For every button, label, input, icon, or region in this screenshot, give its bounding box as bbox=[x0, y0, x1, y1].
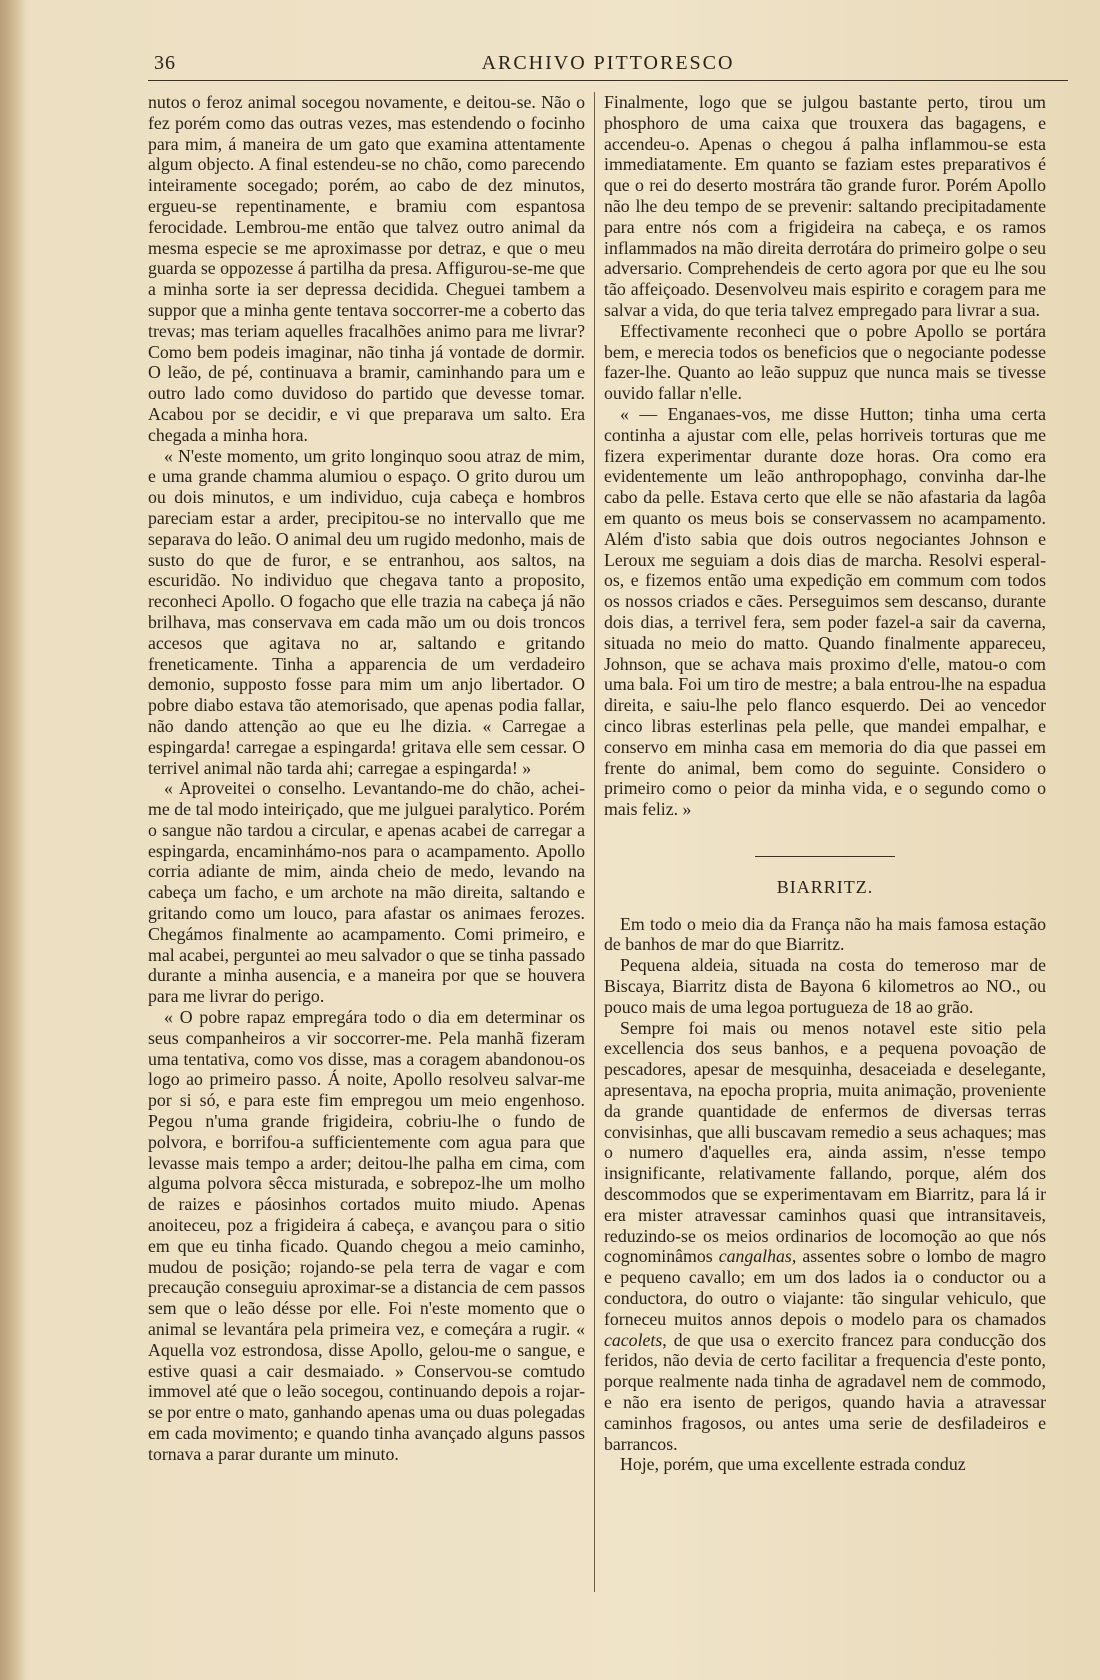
header-rule bbox=[148, 80, 1068, 81]
paragraph: « Aproveitei o conselho. Levantando-me do chão, achei-me de tal modo inteiriçado, que me julguei paralytico. Porém o sangue não tardou a circular, e apenas acabei de carregar a espingarda, encaminhámo-nos para o acampamento. Apollo corria adiante de mim, ainda cheio de medo, levando na cabeça um facho, e um archote na mão direita, saltando e gritando como um louco, para afastar os animaes ferozes. Chegámos finalmente ao acampamento. Comi primeiro, e mal acabei, perguntei ao meu salvador o que se tinha passado durante a minha ausencia, e a maneira por que se houvera para me livrar do perigo. bbox=[148, 778, 585, 1007]
column-divider bbox=[594, 92, 595, 1592]
paragraph: « — Enganaes-vos, me disse Hutton; tinha uma certa continha a ajustar com elle, pelas horriveis torturas que me fizera experimentar durante doze horas. Ora como era evidentemente um leão anthropophago, convinha dar-lhe cabo da pelle. Estava certo que elle se não afastaria da lagôa em quanto os meus bois se conservassem no acampamento. Além d'isto sabia que dois outros negociantes Johnson e Leroux me seguiam a dois dias de marcha. Resolvi esperal-os, e fizemos então uma expedição em commum com todos os nossos criados e cães. Perseguimos sem descanso, durante dois dias, a terrivel fera, sem poder fazel-a sair da caverna, situada no meio do matto. Quando finalmente appareceu, Johnson, que se achava mais proximo d'elle, matou-o com uma bala. Foi um tiro de mestre; a bala entrou-lhe na espadua direita, e saiu-lhe pelo flanco esquerdo. Dei ao vencedor cinco libras esterlinas pela pelle, que mandei empalhar, e conservo em minha casa em memoria do dia que passei em frente do animal, bem como do seguinte. Considero o primeiro como o peior da minha vida, e o segundo como o mais feliz. » bbox=[604, 403, 1046, 820]
text-run: Sempre foi mais ou menos notavel este sitio pela excellencia dos seus banhos, e a pequena povoação de pescadores, apesar de mesquinha, desaceiada e deselegante, apresentava, na epocha propria, muita animação, proveniente da grande quantidade de enfermos de diversas terras convisinhas, que alli buscavam remedio a seus achaques; mas o numero d'aquelles era, ainda assim, n'esse tempo insignificante, relativamente fallando, porque, além dos descommodos que se experimentavam em Biarritz, para lá ir era mister atravessar caminhos quasi que intransitaveis, reduzindo-se os meios ordinarios de locomoção ao que nós cognominâmos bbox=[604, 1017, 1046, 1267]
paragraph: Effectivamente reconheci que o pobre Apollo se portára bem, e merecia todos os beneficios que o negociante podesse fazer-lhe. Quanto ao leão suppuz que nunca mais se tivesse ouvido fallar n'elle. bbox=[604, 320, 1046, 404]
paragraph: Pequena aldeia, situada na costa do temeroso mar de Biscaya, Biarritz dista de Bayona 6 kilometros ao NO., ou pouco mais de uma legoa portugueza de 18 ao grão. bbox=[604, 955, 1046, 1017]
italic-term: cacolets bbox=[604, 1329, 663, 1350]
italic-term: cangalhas bbox=[718, 1246, 792, 1267]
paragraph: « O pobre rapaz empregára todo o dia em determinar os seus companheiros a vir soccorrer-me. Pela manhã fizeram uma tentativa, como vos disse, mas a coragem abandonou-os logo ao primeiro passo. Á noite, Apollo resolveu salvar-me por si só, e para este fim empregou um meio engenhoso. Pegou n'uma grande frigideira, cobriu-lhe o fundo de polvora, e borrifou-a sufficientemente com agua para que levasse mais tempo a arder; deitou-lhe palha em cima, com alguma polvora sêcca misturada, e sobrepoz-lhe um molho de raizes e páosinhos cortados muito miudo. Apenas anoiteceu, poz a frigideira á cabeça, e avançou para o sitio em que eu tinha ficado. Quando chegou a meio caminho, mudou de posição; rojando-se pela terra de vagar e com precaução conseguiu aproximar-se a distancia de cem passos sem que o leão désse por elle. Foi n'este momento que o animal se levantára pela primeira vez, e começára a rugir. « Aquella voz estrondosa, disse Apollo, gelou-me o sangue, e estive quasi a cair desmaiado. » Conservou-se comtudo immovel até que o leão socegou, continuando depois a rojar-se por entre o mato, ganhando apenas uma ou duas polegadas em cada movimento; e quando tinha avançado alguns passos tornava a parar durante um minuto. bbox=[148, 1007, 585, 1464]
page-number: 36 bbox=[154, 52, 176, 74]
text-run: , assentes sobre o lombo de magro e pequeno cavallo; em um dos lados ia o conductor ou a conductora, do outro o viajante: tão singular vehiculo, que forneceu muitos annos depois o modelo para os chamados bbox=[604, 1246, 1046, 1329]
paragraph: Hoje, porém, que uma excellente estrada conduz bbox=[620, 1454, 966, 1475]
right-column bbox=[604, 92, 1046, 1475]
paragraph: Em todo o meio dia da França não ha mais famosa estação de banhos de mar do que Biarritz. bbox=[604, 913, 1046, 955]
section-title: BIARRITZ. bbox=[776, 876, 874, 897]
page-header bbox=[148, 46, 1068, 82]
binding-shadow bbox=[0, 0, 26, 1680]
paragraph: nutos o feroz animal socegou novamente, e deitou-se. Não o fez porém como das outras vezes, mas estendendo o focinho para mim, á maneira de um gato que examina attentamente algum objecto. A final estendeu-se no chão, como parecendo inteiramente socegado; porém, ao cabo de dez minutos, ergueu-se repentinamente, e bramiu com espantosa ferocidade. Lembrou-me então que talvez outro animal da mesma especie se me aproximasse por detraz, e que o meu guarda se oppozesse á partilha da presa. Affigurou-se-me que a minha sorte ia ser depressa decidida. Cheguei tambem a suppor que a minha gente tentava soccorrer-me a coberto das trevas; mas teriam aquelles fracalhões animo para me livrar? Como bem podeis imaginar, não tinha já vontade de dormir. O leão, de pé, continuava a bramir, caminhando para um e outro lado como duvidoso do partido que devesse tomar. Acabou por se decidir, e vi que preparava um salto. Era chegada a minha hora. bbox=[148, 92, 585, 445]
text-run: , de que usa o exercito francez para conducção dos feridos, não devia de certo facilitar a frequencia d'este ponto, porque realmente nada tinha de agradavel nem de commodo, e não era isento de perigos, quando havia a atravessar caminhos fragosos, ou antes uma serie de desfiladeiros e barrancos. bbox=[604, 1329, 1046, 1454]
left-column bbox=[148, 92, 585, 1465]
running-title: ARCHIVO PITTORESCO bbox=[481, 52, 735, 74]
paragraph: Finalmente, logo que se julgou bastante perto, tirou um phosphoro de uma caixa que trouxera das bagagens, e accendeu-o. Apenas o chegou á palha inflammou-se esta immediatamente. Em quanto se faziam estes preparativos é que o rei do deserto mostrára tão grande furor. Porém Apollo não lhe deu tempo de se prevenir: saltando precipitadamente para entre nós com a frigideira na cabeça, e os ramos inflammados na mão direita derrotára do primeiro golpe o seu adversario. Comprehendeis de certo agora por que eu lhe sou tão affeiçoado. Desenvolveu mais espirito e coragem para me salvar a vida, do que teria talvez empregado para livrar a sua. bbox=[604, 92, 1046, 320]
section-divider bbox=[755, 856, 895, 857]
paragraph: « N'este momento, um grito longinquo soou atraz de mim, e uma grande chamma alumiou o espaço. O grito durou um ou dois minutos, e um individuo, cuja cabeça e hombros pareciam estar a arder, precipitou-se no intervallo que me separava do leão. O animal deu um rugido medonho, mais de susto do que de furor, e se entranhou, aos saltos, na escuridão. No individuo que chegava tanto a proposito, reconheci Apollo. O fogacho que elle trazia na cabeça já não brilhava, mas conservava em cada mão um ou dois troncos accesos que agitava no ar, saltando e gritando freneticamente. Tinha a apparencia de um verdadeiro demonio, supposto fosse para mim um anjo libertador. O pobre diabo estava tão atemorisado, que apenas podia fallar, não dando attenção ao que eu lhe dizia. « Carregae a espingarda! carregae a espingarda! gritava elle sem cessar. O terrivel animal não tarda ahi; carregae a espingarda! » bbox=[148, 445, 585, 778]
paragraph bbox=[604, 1018, 1046, 1455]
